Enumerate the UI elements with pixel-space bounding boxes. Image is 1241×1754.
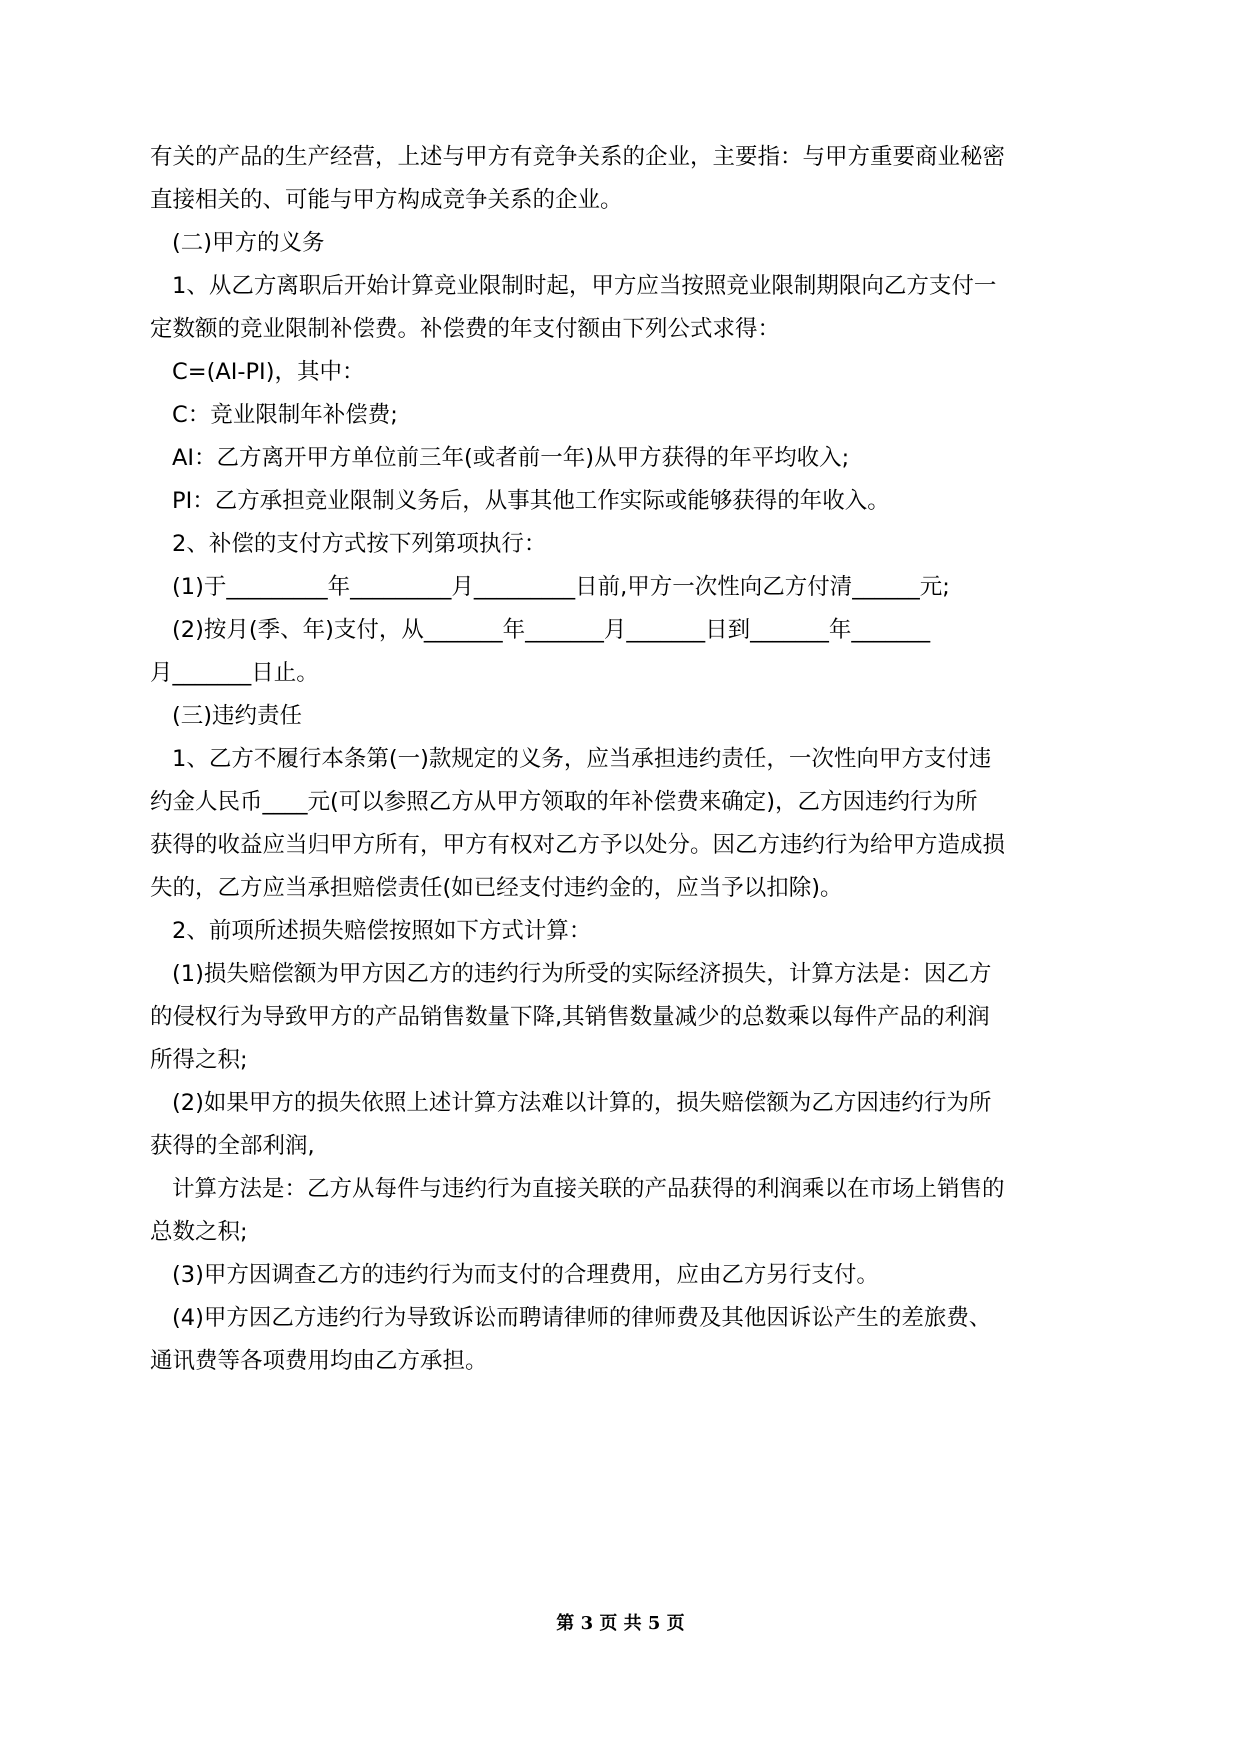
paragraph-line: 1、从乙方离职后开始计算竞业限制时起，甲方应当按照竞业限制期限向乙方支付一: [172, 273, 997, 299]
paragraph-line: 所得之积;: [150, 1047, 248, 1073]
paragraph-line: 总数之积;: [150, 1219, 248, 1245]
paragraph-line: (1)于_________年_________月_________日前,甲方一次性向乙方付清______元;: [172, 574, 950, 600]
paragraph-line: 直接相关的、可能与甲方构成竞争关系的企业。: [150, 187, 623, 213]
paragraph-line: 月_______日止。: [150, 660, 319, 686]
page-number-footer: 第 3 页 共 5 页: [556, 1613, 685, 1634]
paragraph-line: 的侵权行为导致甲方的产品销售数量下降,其销售数量减少的总数乘以每件产品的利润: [150, 1004, 990, 1030]
definition-line: PI：乙方承担竞业限制义务后，从事其他工作实际或能够获得的年收入。: [172, 488, 890, 514]
paragraph-line: 失的，乙方应当承担赔偿责任(如已经支付违约金的，应当予以扣除)。: [150, 875, 843, 901]
formula-line: C=(AI-PI)，其中：: [172, 359, 365, 385]
paragraph-line: 获得的收益应当归甲方所有，甲方有权对乙方予以处分。因乙方违约行为给甲方造成损: [150, 832, 1006, 858]
paragraph-line: 获得的全部利润,: [150, 1133, 315, 1159]
paragraph-line: (2)如果甲方的损失依照上述计算方法难以计算的，损失赔偿额为乙方因违约行为所: [172, 1090, 992, 1116]
paragraph-line: 有关的产品的生产经营，上述与甲方有竞争关系的企业，主要指：与甲方重要商业秘密: [150, 144, 1006, 170]
paragraph-line: 2、前项所述损失赔偿按照如下方式计算：: [172, 918, 592, 944]
paragraph-line: (3)甲方因调查乙方的违约行为而支付的合理费用，应由乙方另行支付。: [172, 1262, 879, 1288]
section-heading: (二)甲方的义务: [172, 230, 325, 256]
paragraph-line: 2、补偿的支付方式按下列第项执行：: [172, 531, 547, 557]
paragraph-line: (4)甲方因乙方违约行为导致诉讼而聘请律师的律师费及其他因诉讼产生的差旅费、: [172, 1305, 992, 1331]
section-heading: (三)违约责任: [172, 703, 303, 729]
paragraph-line: 定数额的竞业限制补偿费。补偿费的年支付额由下列公式求得：: [150, 316, 781, 342]
paragraph-line: 约金人民币____元(可以参照乙方从甲方领取的年补偿费来确定)，乙方因违约行为所: [150, 789, 978, 815]
paragraph-line: 通讯费等各项费用均由乙方承担。: [150, 1348, 488, 1374]
paragraph-line: (2)按月(季、年)支付，从_______年_______月_______日到_______年_______: [172, 617, 931, 643]
paragraph-line: 计算方法是：乙方从每件与违约行为直接关联的产品获得的利润乘以在市场上销售的: [172, 1176, 1005, 1202]
paragraph-line: (1)损失赔偿额为甲方因乙方的违约行为所受的实际经济损失，计算方法是：因乙方: [172, 961, 992, 987]
definition-line: AI：乙方离开甲方单位前三年(或者前一年)从甲方获得的年平均收入;: [172, 445, 850, 471]
definition-line: C：竞业限制年补偿费;: [172, 402, 398, 428]
paragraph-line: 1、乙方不履行本条第(一)款规定的义务，应当承担违约责任，一次性向甲方支付违: [172, 746, 992, 772]
